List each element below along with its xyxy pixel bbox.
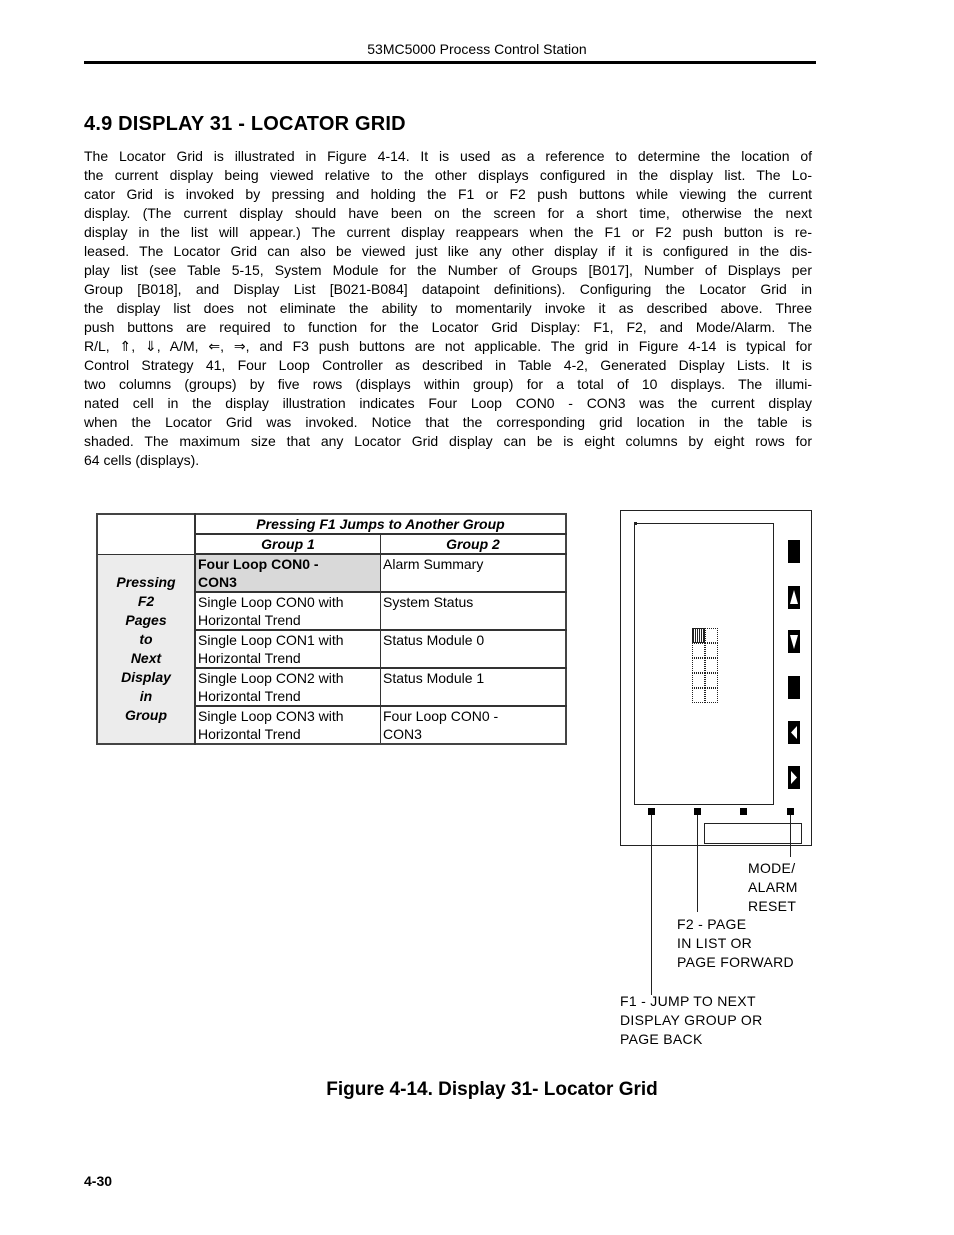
body-line: push buttons are required to function for the Locator Grid Display: F1, F2, and Mode/Alarm. The (84, 319, 812, 335)
running-header: 53MC5000 Process Control Station (367, 41, 587, 57)
right-arrow-icon (788, 766, 800, 789)
cell-line: Horizontal Trend (198, 650, 301, 666)
f2-callout (677, 915, 794, 972)
cell-line: Four Loop CON0 - (383, 708, 499, 724)
cell-line: Horizontal Trend (198, 726, 301, 742)
body-line: shaded. The maximum size that any Locator Grid display can be is eight columns by eight rows for (84, 433, 812, 449)
cell-line: Single Loop CON3 with (198, 708, 344, 724)
cell-line: Status Module 1 (383, 670, 485, 686)
callout-line: F1 - JUMP TO NEXT (620, 993, 756, 1009)
grid-cell (705, 643, 718, 658)
table-cell (381, 630, 567, 668)
body-line: The Locator Grid is illustrated in Figure 4-14. It is used as a reference to determine the location of (84, 148, 812, 164)
callout-line: F2 - PAGE (677, 916, 747, 932)
down-arrow-icon (788, 630, 800, 653)
grid-cell (705, 688, 718, 703)
cell-line: Horizontal Trend (198, 612, 301, 628)
row-header-line: Pressing (116, 573, 176, 590)
cell-line: Four Loop CON0 - (198, 556, 319, 572)
body-line: cator Grid is invoked by pressing and holding the F1 or F2 push buttons while viewing the current (84, 186, 812, 202)
f2-button (694, 808, 701, 815)
header-rule (84, 61, 816, 64)
cell-line: Status Module 0 (383, 632, 485, 648)
body-line: play list (see Table 5-15, System Module for the Number of Groups [B017], Number of Displays per (84, 262, 812, 278)
grid-cell-lit (692, 628, 705, 643)
table-cell (381, 554, 567, 592)
cell-line: Alarm Summary (383, 556, 484, 572)
section-title: 4.9 DISPLAY 31 - LOCATOR GRID (84, 113, 406, 135)
body-line: two columns (groups) by five rows (displays within group) for a total of 10 displays. The illumi- (84, 376, 812, 392)
bottom-label-box (704, 823, 802, 844)
body-line: nated cell in the display illustration indicates Four Loop CON0 - CON3 was the current display (84, 395, 812, 411)
body-line: R/L, ⇑, ⇓, A/M, ⇐, ⇒, and F3 push buttons are not applicable. The grid in Figure 4-14 is typical for (84, 338, 812, 354)
row-header-line: in (139, 687, 153, 704)
cell-line: System Status (383, 594, 474, 610)
table-cell (195, 668, 381, 706)
f3-button (740, 808, 747, 815)
grid-cell (692, 688, 705, 703)
cell-line: Horizontal Trend (198, 688, 301, 704)
figure-caption: Figure 4-14. Display 31- Locator Grid (326, 1079, 658, 1100)
table-cell (381, 706, 567, 744)
row-header-line: Next (130, 649, 162, 666)
screen-corner-mark (634, 522, 637, 525)
table-cell (195, 592, 381, 630)
f1-callout (620, 992, 763, 1049)
row-header-line: to (139, 630, 153, 647)
left-arrow-icon (788, 721, 800, 744)
f1-leader-line (651, 815, 652, 995)
callout-line: DISPLAY GROUP OR (620, 1012, 763, 1028)
locator-grid-table (96, 513, 567, 745)
table-cell-current (195, 554, 381, 592)
mode-alarm-button (787, 808, 794, 815)
body-line: 64 cells (displays). (84, 452, 200, 468)
grid-cell (692, 643, 705, 658)
callout-line: MODE/ (748, 860, 796, 876)
body-paragraph (84, 147, 812, 470)
filled-block-icon (788, 676, 800, 699)
group-1-header: Group 1 (195, 534, 381, 554)
callout-line: RESET (748, 898, 797, 914)
cell-line: CON3 (383, 726, 422, 742)
row-header (97, 554, 195, 744)
callout-line: PAGE BACK (620, 1031, 703, 1047)
row-header-line: Display (121, 668, 171, 685)
table-top-header: Pressing F1 Jumps to Another Group (195, 514, 566, 534)
cell-line: Single Loop CON2 with (198, 670, 344, 686)
f2-leader-line (697, 815, 698, 912)
filled-block-icon (788, 540, 800, 563)
table-cell (195, 706, 381, 744)
callout-line: ALARM (748, 879, 798, 895)
body-line: display. (The current display should have been on the screen for a short time, otherwise the next (84, 205, 812, 221)
body-line: Control Strategy 41, Four Loop Controller as described in Table 4-2, Generated Display Lists. It is (84, 357, 812, 373)
callout-line: PAGE FORWARD (677, 954, 794, 970)
table-cell (195, 630, 381, 668)
grid-cell (705, 673, 718, 688)
cell-line: Single Loop CON1 with (198, 632, 344, 648)
grid-cell (705, 658, 718, 673)
mode-alarm-callout (748, 859, 798, 916)
up-arrow-icon (788, 586, 800, 609)
group-2-header: Group 2 (381, 534, 567, 554)
body-line: the current display being viewed relative to the other displays configured in the display list. The Lo- (84, 167, 812, 183)
mode-leader-line (790, 815, 791, 857)
body-line: when the Locator Grid was invoked. Notice that the corresponding grid location in the table is (84, 414, 812, 430)
row-header-line: Pages (125, 611, 167, 628)
cell-line: Single Loop CON0 with (198, 594, 344, 610)
body-line: the display list does not eliminate the ability to momentarily invoke it as described above. Three (84, 300, 812, 316)
row-header-line: Group (125, 706, 167, 723)
body-line: Group [B018], and Display List [B021-B084] datapoint definitions). Configuring the Locator Grid in (84, 281, 812, 297)
grid-cell (692, 673, 705, 688)
f1-button (648, 808, 655, 815)
row-header-line: F2 (137, 592, 155, 609)
body-line: display in the list will appear.) The current display reappears when the F1 or F2 push button is re- (84, 224, 812, 240)
body-line: leased. The Locator Grid can also be viewed just like any other display if it is configured in the dis- (84, 243, 812, 259)
table-cell (381, 592, 567, 630)
page-number: 4-30 (84, 1173, 113, 1189)
table-corner-cell (97, 514, 195, 554)
cell-line: CON3 (198, 574, 237, 590)
grid-cell (705, 628, 718, 643)
grid-cell (692, 658, 705, 673)
table-cell (381, 668, 567, 706)
callout-line: IN LIST OR (677, 935, 753, 951)
